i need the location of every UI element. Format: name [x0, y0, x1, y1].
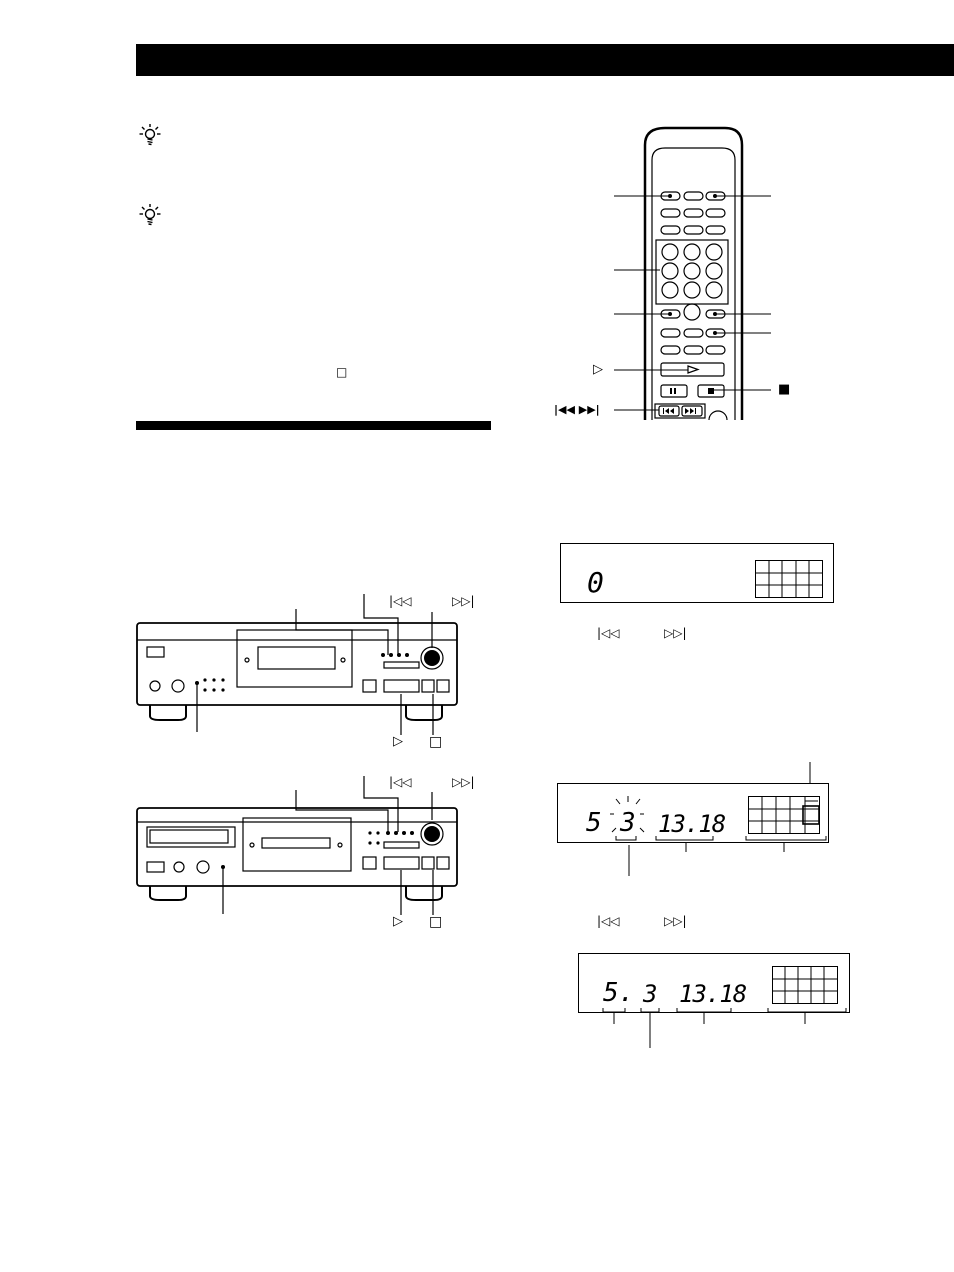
display-disc-number: 5.	[603, 978, 635, 1008]
prev-symbol: |◁◁	[389, 594, 412, 608]
prev-symbol: |◁◁	[597, 914, 620, 928]
cd-player-illustration	[130, 770, 470, 930]
prev-symbol: |◁◁	[597, 626, 620, 640]
cd-player-illustration	[130, 590, 470, 750]
remote-prev-next-symbol: |◀◀ ▶▶|	[554, 403, 600, 416]
display-disc-number: 0	[587, 566, 604, 599]
display-disc-number: 5	[586, 808, 602, 838]
play-symbol: ▷	[393, 734, 403, 749]
lightbulb-icon	[138, 202, 162, 228]
prev-symbol: |◁◁	[389, 775, 412, 789]
lightbulb-icon	[138, 122, 162, 148]
play-symbol: ▷	[393, 914, 403, 929]
disc-grid	[748, 796, 820, 834]
display-panel-1	[560, 543, 834, 603]
remote-control-illustration	[550, 125, 810, 425]
remote-play-symbol: ▷	[593, 362, 603, 377]
display-time: 13.18	[658, 810, 726, 838]
remote-stop-symbol: ■	[778, 382, 791, 397]
section-rule	[136, 421, 491, 430]
stop-button-symbol: □	[336, 365, 348, 379]
stop-symbol: □	[429, 734, 443, 750]
next-symbol: ▷▷|	[664, 626, 687, 640]
display-track-number: 3	[620, 808, 636, 838]
next-symbol: ▷▷|	[452, 594, 475, 608]
display-panel-2	[557, 783, 829, 843]
disc-grid	[772, 966, 838, 1004]
display-callouts-3	[578, 1005, 858, 1055]
display-time: 13.18	[679, 980, 747, 1008]
next-symbol: ▷▷|	[452, 775, 475, 789]
header-bar	[136, 44, 954, 76]
stop-symbol: □	[429, 914, 443, 930]
display-panel-3	[578, 953, 850, 1013]
display-track-number: 3	[643, 980, 658, 1008]
disc-grid	[755, 560, 823, 598]
next-symbol: ▷▷|	[664, 914, 687, 928]
